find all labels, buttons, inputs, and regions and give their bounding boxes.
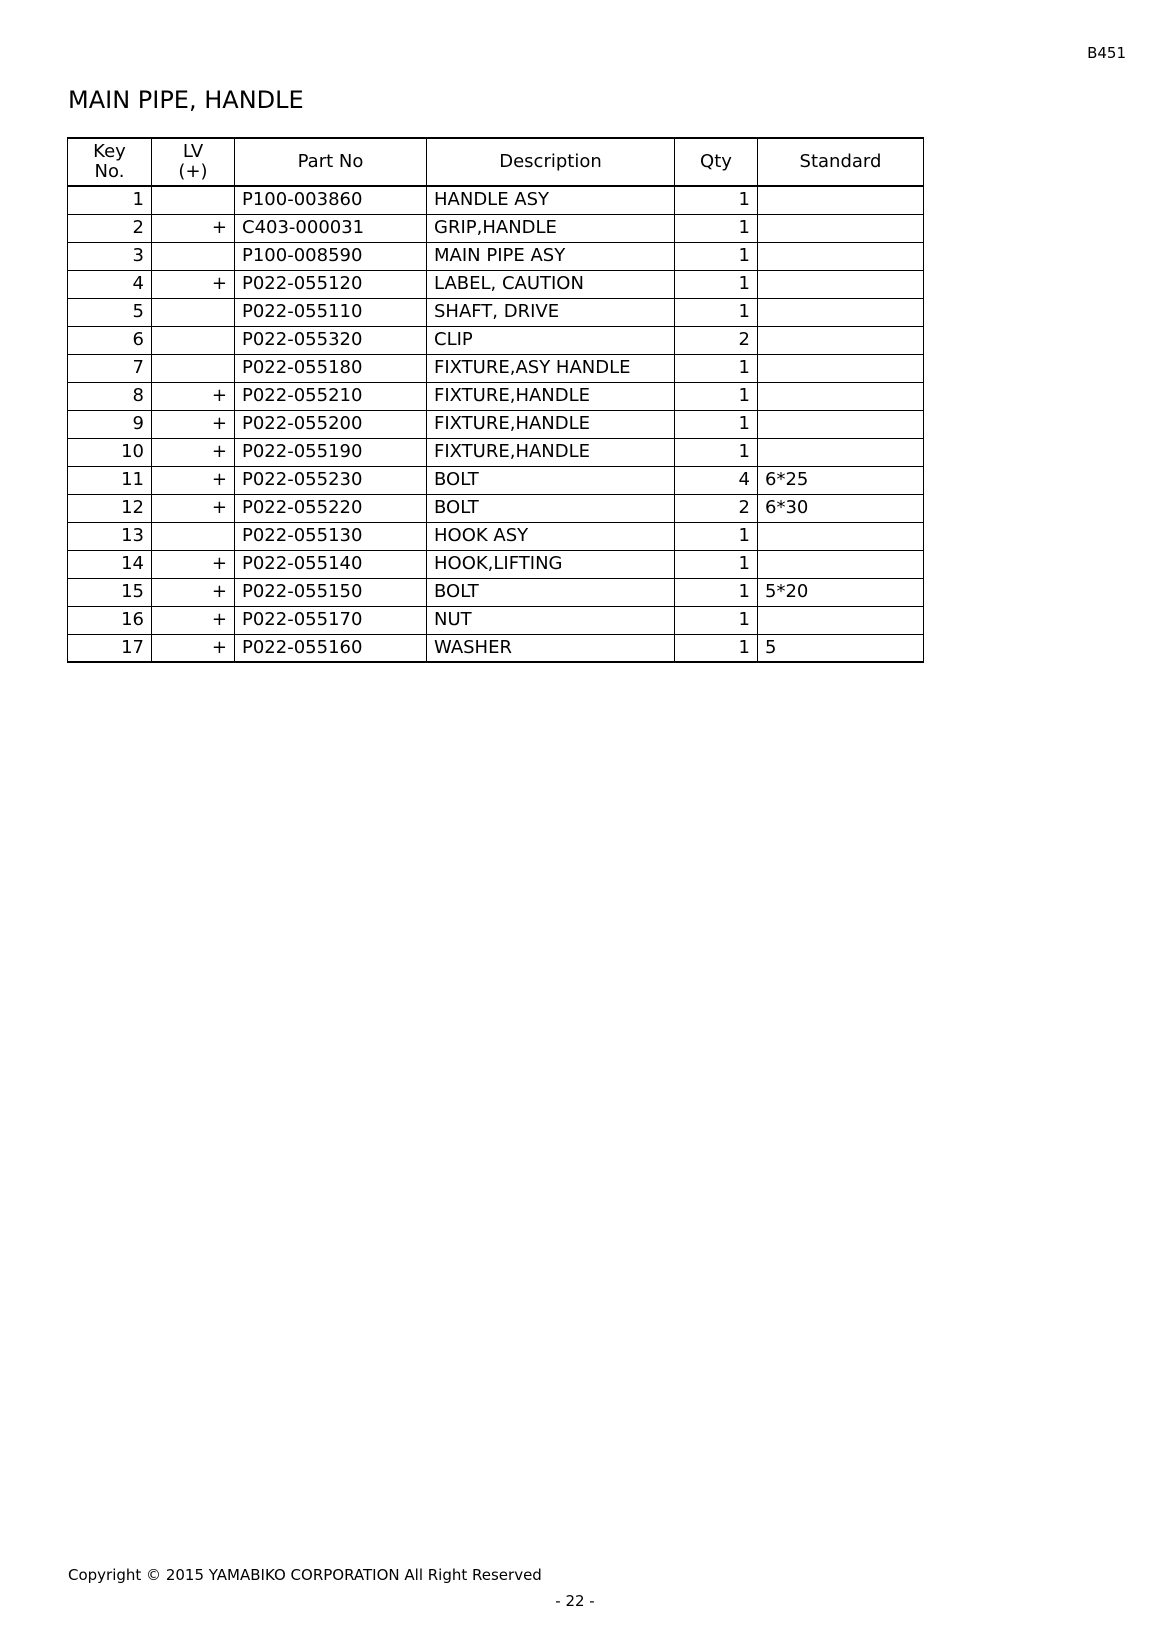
cell-qty: 1 xyxy=(675,410,758,438)
cell-key-no: 4 xyxy=(68,270,152,298)
cell-description: HANDLE ASY xyxy=(427,186,675,214)
cell-part-no: P022-055150 xyxy=(235,578,427,606)
cell-description: MAIN PIPE ASY xyxy=(427,242,675,270)
cell-key-no: 16 xyxy=(68,606,152,634)
cell-part-no: P022-055220 xyxy=(235,494,427,522)
cell-qty: 1 xyxy=(675,438,758,466)
cell-description: BOLT xyxy=(427,466,675,494)
cell-key-no: 14 xyxy=(68,550,152,578)
cell-part-no: P022-055130 xyxy=(235,522,427,550)
cell-standard xyxy=(758,186,924,214)
table-row xyxy=(68,270,924,298)
cell-lv: + xyxy=(152,494,235,522)
cell-lv: + xyxy=(152,214,235,242)
cell-key-no: 17 xyxy=(68,634,152,662)
cell-key-no: 10 xyxy=(68,438,152,466)
table-row xyxy=(68,354,924,382)
cell-part-no: P022-055190 xyxy=(235,438,427,466)
cell-key-no: 5 xyxy=(68,298,152,326)
parts-table-body xyxy=(68,186,924,662)
table-row xyxy=(68,578,924,606)
cell-standard: 5*20 xyxy=(758,578,924,606)
cell-standard xyxy=(758,326,924,354)
cell-standard xyxy=(758,410,924,438)
cell-description: BOLT xyxy=(427,494,675,522)
table-row xyxy=(68,438,924,466)
cell-key-no: 9 xyxy=(68,410,152,438)
cell-standard xyxy=(758,438,924,466)
cell-qty: 1 xyxy=(675,382,758,410)
cell-standard: 5 xyxy=(758,634,924,662)
cell-qty: 1 xyxy=(675,578,758,606)
cell-description: FIXTURE,HANDLE xyxy=(427,410,675,438)
cell-standard xyxy=(758,606,924,634)
table-row xyxy=(68,410,924,438)
cell-lv xyxy=(152,326,235,354)
cell-part-no: P022-055200 xyxy=(235,410,427,438)
cell-qty: 1 xyxy=(675,186,758,214)
page-title: MAIN PIPE, HANDLE xyxy=(68,86,304,114)
cell-description: BOLT xyxy=(427,578,675,606)
table-row xyxy=(68,494,924,522)
column-header-description: Description xyxy=(427,138,675,186)
parts-table xyxy=(67,137,924,663)
cell-key-no: 2 xyxy=(68,214,152,242)
cell-part-no: P022-055210 xyxy=(235,382,427,410)
cell-standard xyxy=(758,242,924,270)
cell-description: NUT xyxy=(427,606,675,634)
cell-qty: 1 xyxy=(675,298,758,326)
cell-description: SHAFT, DRIVE xyxy=(427,298,675,326)
cell-description: FIXTURE,ASY HANDLE xyxy=(427,354,675,382)
cell-description: HOOK,LIFTING xyxy=(427,550,675,578)
cell-part-no: P022-055140 xyxy=(235,550,427,578)
cell-key-no: 7 xyxy=(68,354,152,382)
cell-lv xyxy=(152,242,235,270)
column-header-key-line2: No. xyxy=(94,161,125,182)
cell-key-no: 11 xyxy=(68,466,152,494)
cell-description: WASHER xyxy=(427,634,675,662)
column-header-part-no: Part No xyxy=(235,138,427,186)
cell-description: GRIP,HANDLE xyxy=(427,214,675,242)
cell-part-no: P022-055320 xyxy=(235,326,427,354)
column-header-lv-line1: LV xyxy=(182,141,204,163)
column-header-standard: Standard xyxy=(758,138,924,186)
cell-lv: + xyxy=(152,382,235,410)
column-header-lv-line2: (+) xyxy=(178,161,208,182)
cell-standard: 6*25 xyxy=(758,466,924,494)
table-row xyxy=(68,634,924,662)
table-row xyxy=(68,522,924,550)
column-header-key-line1: Key xyxy=(93,141,126,163)
cell-part-no: P022-055230 xyxy=(235,466,427,494)
column-header-lv xyxy=(152,138,235,186)
cell-lv: + xyxy=(152,606,235,634)
table-row xyxy=(68,606,924,634)
cell-lv: + xyxy=(152,634,235,662)
cell-standard: 6*30 xyxy=(758,494,924,522)
cell-key-no: 15 xyxy=(68,578,152,606)
table-row xyxy=(68,242,924,270)
cell-key-no: 13 xyxy=(68,522,152,550)
cell-part-no: P022-055170 xyxy=(235,606,427,634)
cell-qty: 1 xyxy=(675,550,758,578)
cell-part-no: P022-055180 xyxy=(235,354,427,382)
table-row xyxy=(68,382,924,410)
copyright-notice: Copyright © 2015 YAMABIKO CORPORATION All Right Reserved xyxy=(68,1566,542,1584)
table-row xyxy=(68,214,924,242)
cell-standard xyxy=(758,382,924,410)
parts-table-header xyxy=(68,138,924,186)
cell-lv xyxy=(152,186,235,214)
cell-lv xyxy=(152,354,235,382)
cell-standard xyxy=(758,354,924,382)
cell-part-no: P022-055110 xyxy=(235,298,427,326)
table-row xyxy=(68,466,924,494)
column-header-key-no xyxy=(68,138,152,186)
cell-qty: 2 xyxy=(675,326,758,354)
cell-lv: + xyxy=(152,578,235,606)
document-code: B451 xyxy=(1087,44,1126,62)
cell-standard xyxy=(758,550,924,578)
cell-lv: + xyxy=(152,550,235,578)
cell-lv xyxy=(152,298,235,326)
cell-description: HOOK ASY xyxy=(427,522,675,550)
header-row xyxy=(68,138,924,186)
cell-lv: + xyxy=(152,466,235,494)
cell-standard xyxy=(758,270,924,298)
cell-qty: 1 xyxy=(675,242,758,270)
table-row xyxy=(68,298,924,326)
table-row xyxy=(68,550,924,578)
cell-description: FIXTURE,HANDLE xyxy=(427,382,675,410)
cell-description: LABEL, CAUTION xyxy=(427,270,675,298)
cell-key-no: 12 xyxy=(68,494,152,522)
cell-key-no: 8 xyxy=(68,382,152,410)
cell-part-no: P100-008590 xyxy=(235,242,427,270)
cell-lv: + xyxy=(152,410,235,438)
cell-key-no: 6 xyxy=(68,326,152,354)
cell-key-no: 3 xyxy=(68,242,152,270)
cell-part-no: P100-003860 xyxy=(235,186,427,214)
cell-qty: 1 xyxy=(675,606,758,634)
cell-standard xyxy=(758,298,924,326)
cell-qty: 4 xyxy=(675,466,758,494)
cell-qty: 1 xyxy=(675,270,758,298)
cell-description: FIXTURE,HANDLE xyxy=(427,438,675,466)
cell-qty: 1 xyxy=(675,354,758,382)
column-header-qty: Qty xyxy=(675,138,758,186)
cell-part-no: P022-055160 xyxy=(235,634,427,662)
cell-qty: 1 xyxy=(675,522,758,550)
cell-description: CLIP xyxy=(427,326,675,354)
cell-qty: 2 xyxy=(675,494,758,522)
cell-lv: + xyxy=(152,270,235,298)
cell-key-no: 1 xyxy=(68,186,152,214)
cell-qty: 1 xyxy=(675,634,758,662)
cell-lv xyxy=(152,522,235,550)
table-row xyxy=(68,186,924,214)
cell-standard xyxy=(758,522,924,550)
cell-standard xyxy=(758,214,924,242)
cell-qty: 1 xyxy=(675,214,758,242)
page-number: - 22 - xyxy=(555,1592,595,1610)
cell-part-no: P022-055120 xyxy=(235,270,427,298)
table-row xyxy=(68,326,924,354)
cell-lv: + xyxy=(152,438,235,466)
cell-part-no: C403-000031 xyxy=(235,214,427,242)
